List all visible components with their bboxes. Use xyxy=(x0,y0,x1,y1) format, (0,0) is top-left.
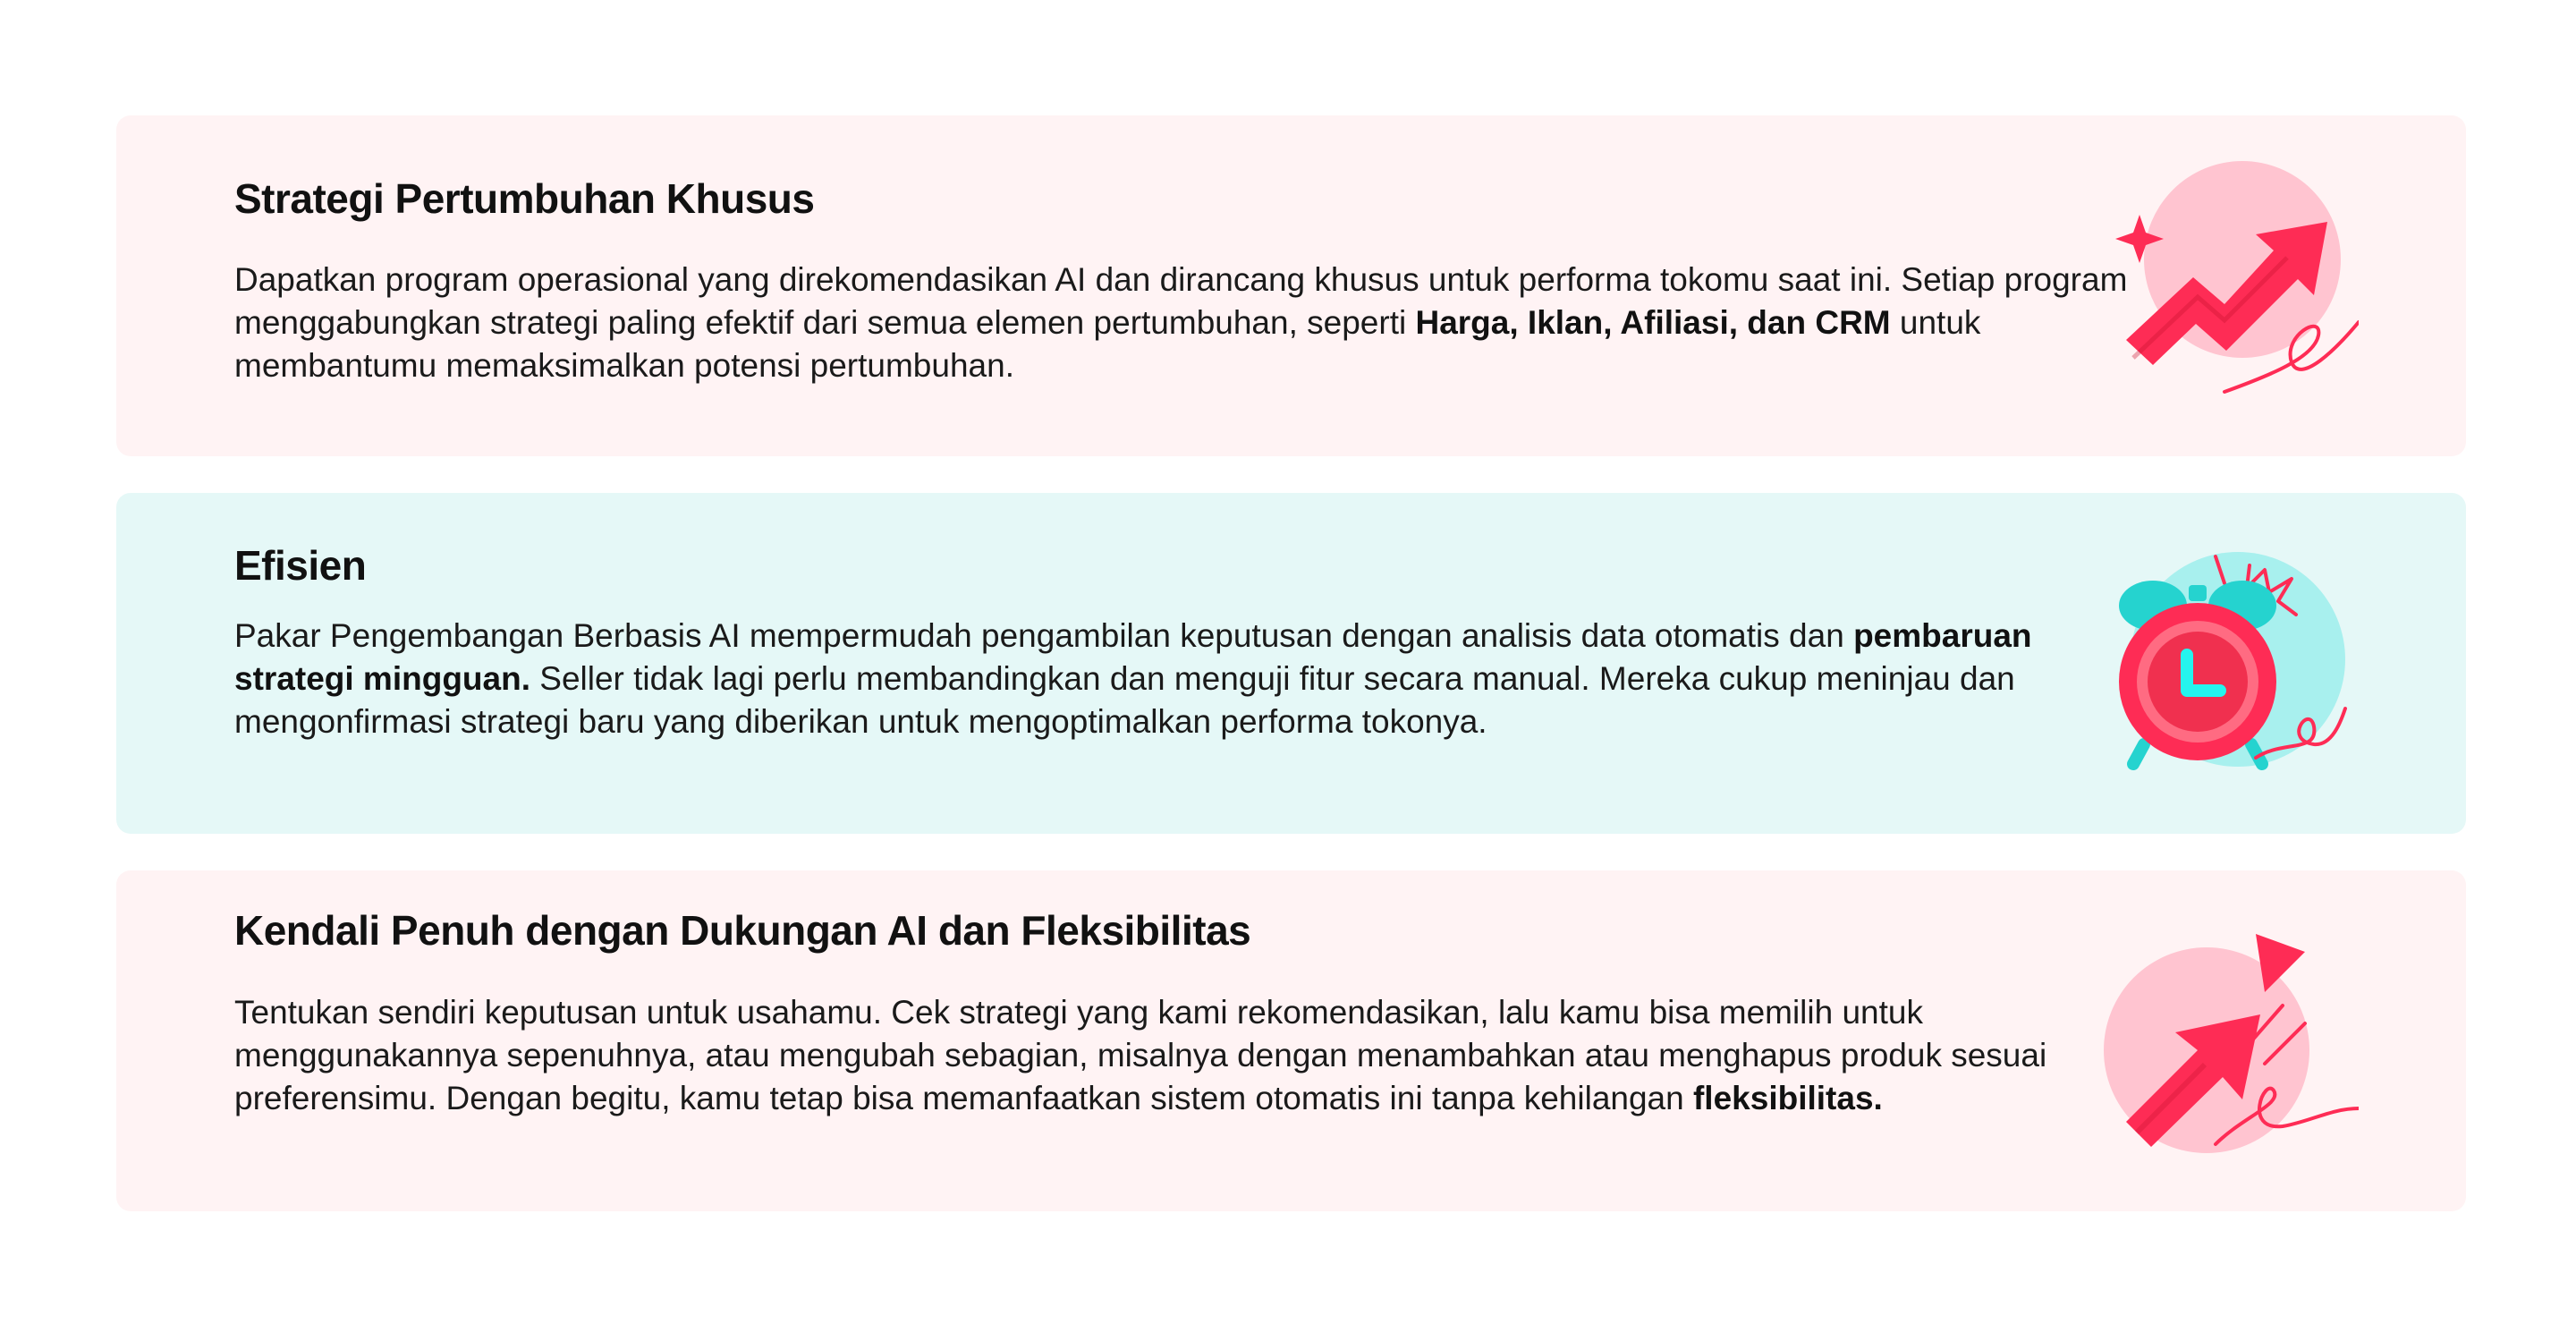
description-text: Seller tidak lagi perlu membandingkan dan menguji fitur secara manual. Mereka cukup meninjau dan mengonfirmasi strategi baru yang diberikan untuk mengoptimalkan performa tokonya. xyxy=(234,660,2015,740)
card-description xyxy=(234,615,2148,743)
description-highlight: Harga, Iklan, Afiliasi, dan CRM xyxy=(1415,304,1891,341)
description-text: Tentukan sendiri keputusan untuk usahamu. Cek strategi yang kami rekomendasikan, lalu kamu bisa memilih untuk menggunakannya sepenuhnya, atau mengubah sebagian, misalnya dengan menambahkan atau menghapus produk sesuai preferensimu. Dengan begitu, kamu tetap bisa memanfaatkan sistem otomatis ini tanpa kehilangan xyxy=(234,994,2047,1116)
card-description xyxy=(234,991,2148,1120)
description-highlight: pembaruan strategi mingguan. xyxy=(234,617,2032,697)
description-highlight: fleksibilitas. xyxy=(1692,1080,1883,1116)
feature-card-efficient xyxy=(116,493,2466,834)
description-text: Dapatkan program operasional yang direkomendasikan AI dan dirancang khusus untuk performa tokomu saat ini. Setiap program menggabungkan strategi paling efektif dari semua elemen pertumbuhan, seperti xyxy=(234,261,2128,341)
card-title: Efisien xyxy=(234,542,367,589)
growth-arrow-icon xyxy=(2090,152,2359,420)
feature-card-full-control xyxy=(116,870,2466,1211)
card-title: Kendali Penuh dengan Dukungan AI dan Fleksibilitas xyxy=(234,907,1251,954)
description-text: untuk membantumu memaksimalkan potensi pertumbuhan. xyxy=(234,304,1981,384)
alarm-clock-icon xyxy=(2090,530,2359,798)
card-description xyxy=(234,259,2148,387)
feature-card-custom-growth xyxy=(116,115,2466,456)
card-title: Strategi Pertumbuhan Khusus xyxy=(234,175,815,222)
cursor-arrow-icon xyxy=(2090,907,2359,1175)
description-text: Pakar Pengembangan Berbasis AI mempermudah pengambilan keputusan dengan analisis data otomatis dan xyxy=(234,617,1854,654)
